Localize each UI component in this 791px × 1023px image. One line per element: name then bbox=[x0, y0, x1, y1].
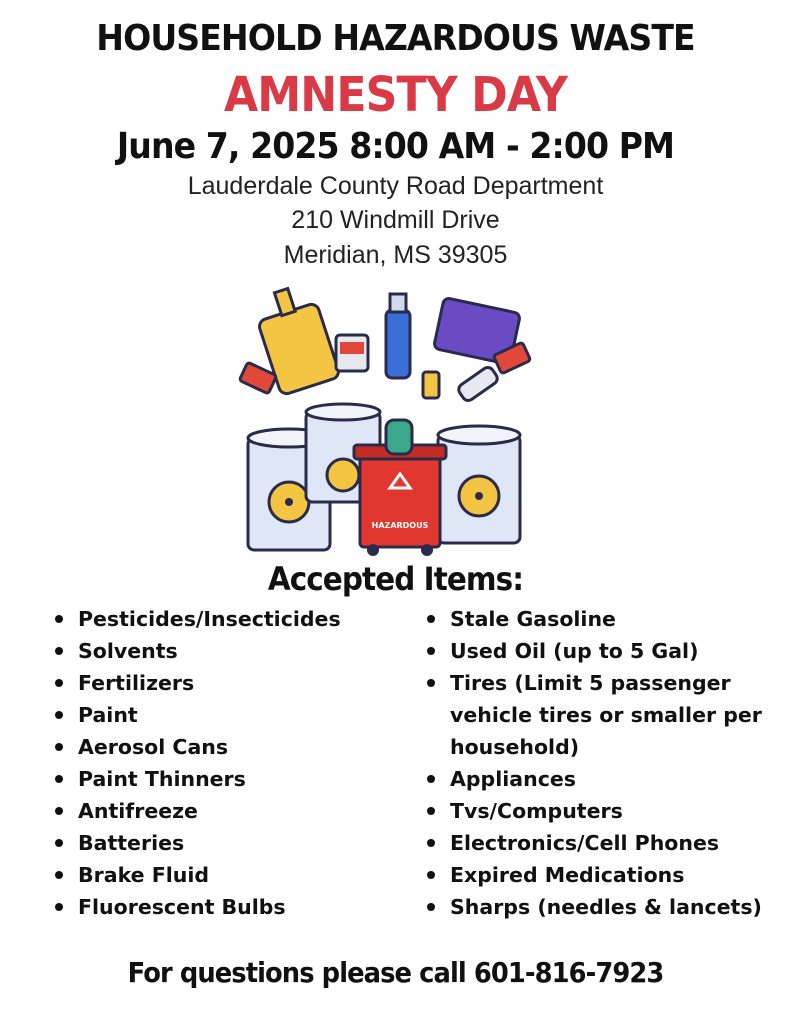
list-item: Paint Thinners bbox=[52, 763, 392, 795]
list-item: Brake Fluid bbox=[52, 859, 392, 891]
paint-can-icon bbox=[336, 335, 368, 371]
address-city: Meridian, MS 39305 bbox=[283, 241, 508, 269]
list-item: Aerosol Cans bbox=[52, 731, 392, 763]
green-bottle-icon bbox=[386, 420, 412, 454]
title-line-1: HOUSEHOLD HAZARDOUS WASTE bbox=[96, 18, 695, 59]
list-item: Expired Medications bbox=[424, 859, 769, 891]
accepted-items-heading: Accepted Items: bbox=[267, 560, 524, 598]
event-date-time: June 7, 2025 8:00 AM - 2:00 PM bbox=[116, 126, 675, 167]
list-item: Stale Gasoline bbox=[424, 603, 769, 635]
address-street: 210 Windmill Drive bbox=[291, 206, 500, 234]
accepted-items-left-list bbox=[52, 603, 392, 923]
list-item: Appliances bbox=[424, 763, 769, 795]
title-amnesty-day: AMNESTY DAY bbox=[224, 67, 567, 123]
contact-footer: For questions please call 601-816-7923 bbox=[127, 956, 664, 989]
list-item: Sharps (needles & lancets) bbox=[424, 891, 769, 923]
list-item: Tvs/Computers bbox=[424, 795, 769, 827]
list-item: Batteries bbox=[52, 827, 392, 859]
bin-label: HAZARDOUS bbox=[371, 521, 429, 530]
list-item: Tires (Limit 5 passenger vehicle tires or smaller per household) bbox=[424, 667, 769, 763]
red-hazard-bin-icon bbox=[354, 445, 446, 556]
list-item: Paint bbox=[52, 699, 392, 731]
list-item: Pesticides/Insecticides bbox=[52, 603, 392, 635]
spray-bottle-icon bbox=[386, 294, 410, 378]
right-drum-icon bbox=[438, 426, 520, 543]
address-venue: Lauderdale County Road Department bbox=[187, 172, 604, 200]
list-item: Used Oil (up to 5 Gal) bbox=[424, 635, 769, 667]
list-item: Fluorescent Bulbs bbox=[52, 891, 392, 923]
hazardous-waste-bins-icon bbox=[228, 280, 558, 560]
light-bulb-icon bbox=[456, 365, 499, 403]
list-item: Fertilizers bbox=[52, 667, 392, 699]
list-item: Antifreeze bbox=[52, 795, 392, 827]
list-item: Solvents bbox=[52, 635, 392, 667]
accepted-items-right-list bbox=[424, 603, 769, 923]
list-item: Electronics/Cell Phones bbox=[424, 827, 769, 859]
